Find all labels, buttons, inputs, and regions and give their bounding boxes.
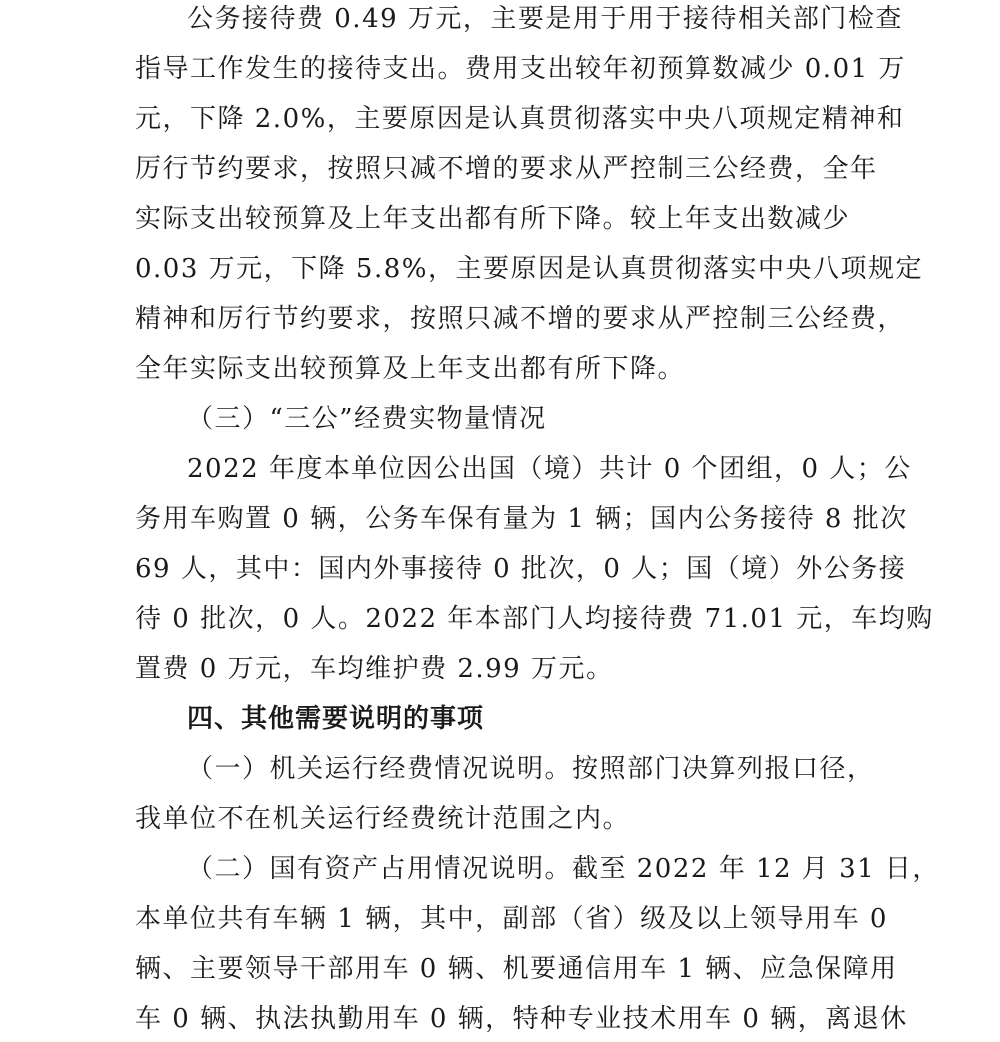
paragraph-line: 2022 年度本单位因公出国（境）共计 0 个团组，0 人；公 — [187, 454, 912, 484]
paragraph-line: 指导工作发生的接待支出。费用支出较年初预算数减少 0.01 万 — [135, 54, 906, 84]
paragraph-line: 元，下降 2.0%，主要原因是认真贯彻落实中央八项规定精神和 — [135, 104, 905, 134]
paragraph-line: 本单位共有车辆 1 辆，其中，副部（省）级及以上领导用车 0 — [135, 904, 888, 934]
paragraph-line: 辆、主要领导干部用车 0 辆、机要通信用车 1 辆、应急保障用 — [135, 954, 898, 984]
paragraph-line: 置费 0 万元，车均维护费 2.99 万元。 — [135, 654, 614, 684]
paragraph-line: 69 人，其中：国内外事接待 0 批次，0 人；国（境）外公务接 — [135, 554, 907, 584]
paragraph-line: 全年实际支出较预算及上年支出都有所下降。 — [135, 354, 686, 384]
paragraph-line: 务用车购置 0 辆，公务车保有量为 1 辆；国内公务接待 8 批次 — [135, 504, 908, 534]
paragraph-line: 公务接待费 0.49 万元，主要是用于用于接待相关部门检查 — [187, 4, 903, 34]
paragraph-line: （二）国有资产占用情况说明。截至 2022 年 12 月 31 日， — [187, 854, 940, 884]
paragraph-line: 0.03 万元，下降 5.8%，主要原因是认真贯彻落实中央八项规定 — [135, 254, 923, 284]
paragraph-line: 待 0 批次，0 人。2022 年本部门人均接待费 71.01 元，车均购 — [135, 604, 934, 634]
section-subheading: （三）“三公”经费实物量情况 — [187, 404, 547, 434]
paragraph-line: 我单位不在机关运行经费统计范围之内。 — [135, 804, 631, 834]
paragraph-line: 精神和厉行节约要求，按照只减不增的要求从严控制三公经费， — [135, 304, 906, 334]
paragraph-line: （一）机关运行经费情况说明。按照部门决算列报口径， — [187, 754, 875, 784]
section-heading: 四、其他需要说明的事项 — [187, 704, 485, 734]
paragraph-line: 实际支出较预算及上年支出都有所下降。较上年支出数减少 — [135, 204, 851, 234]
paragraph-line: 车 0 辆、执法执勤用车 0 辆，特种专业技术用车 0 辆，离退休 — [135, 1004, 908, 1034]
paragraph-line: 厉行节约要求，按照只减不增的要求从严控制三公经费，全年 — [135, 154, 878, 184]
